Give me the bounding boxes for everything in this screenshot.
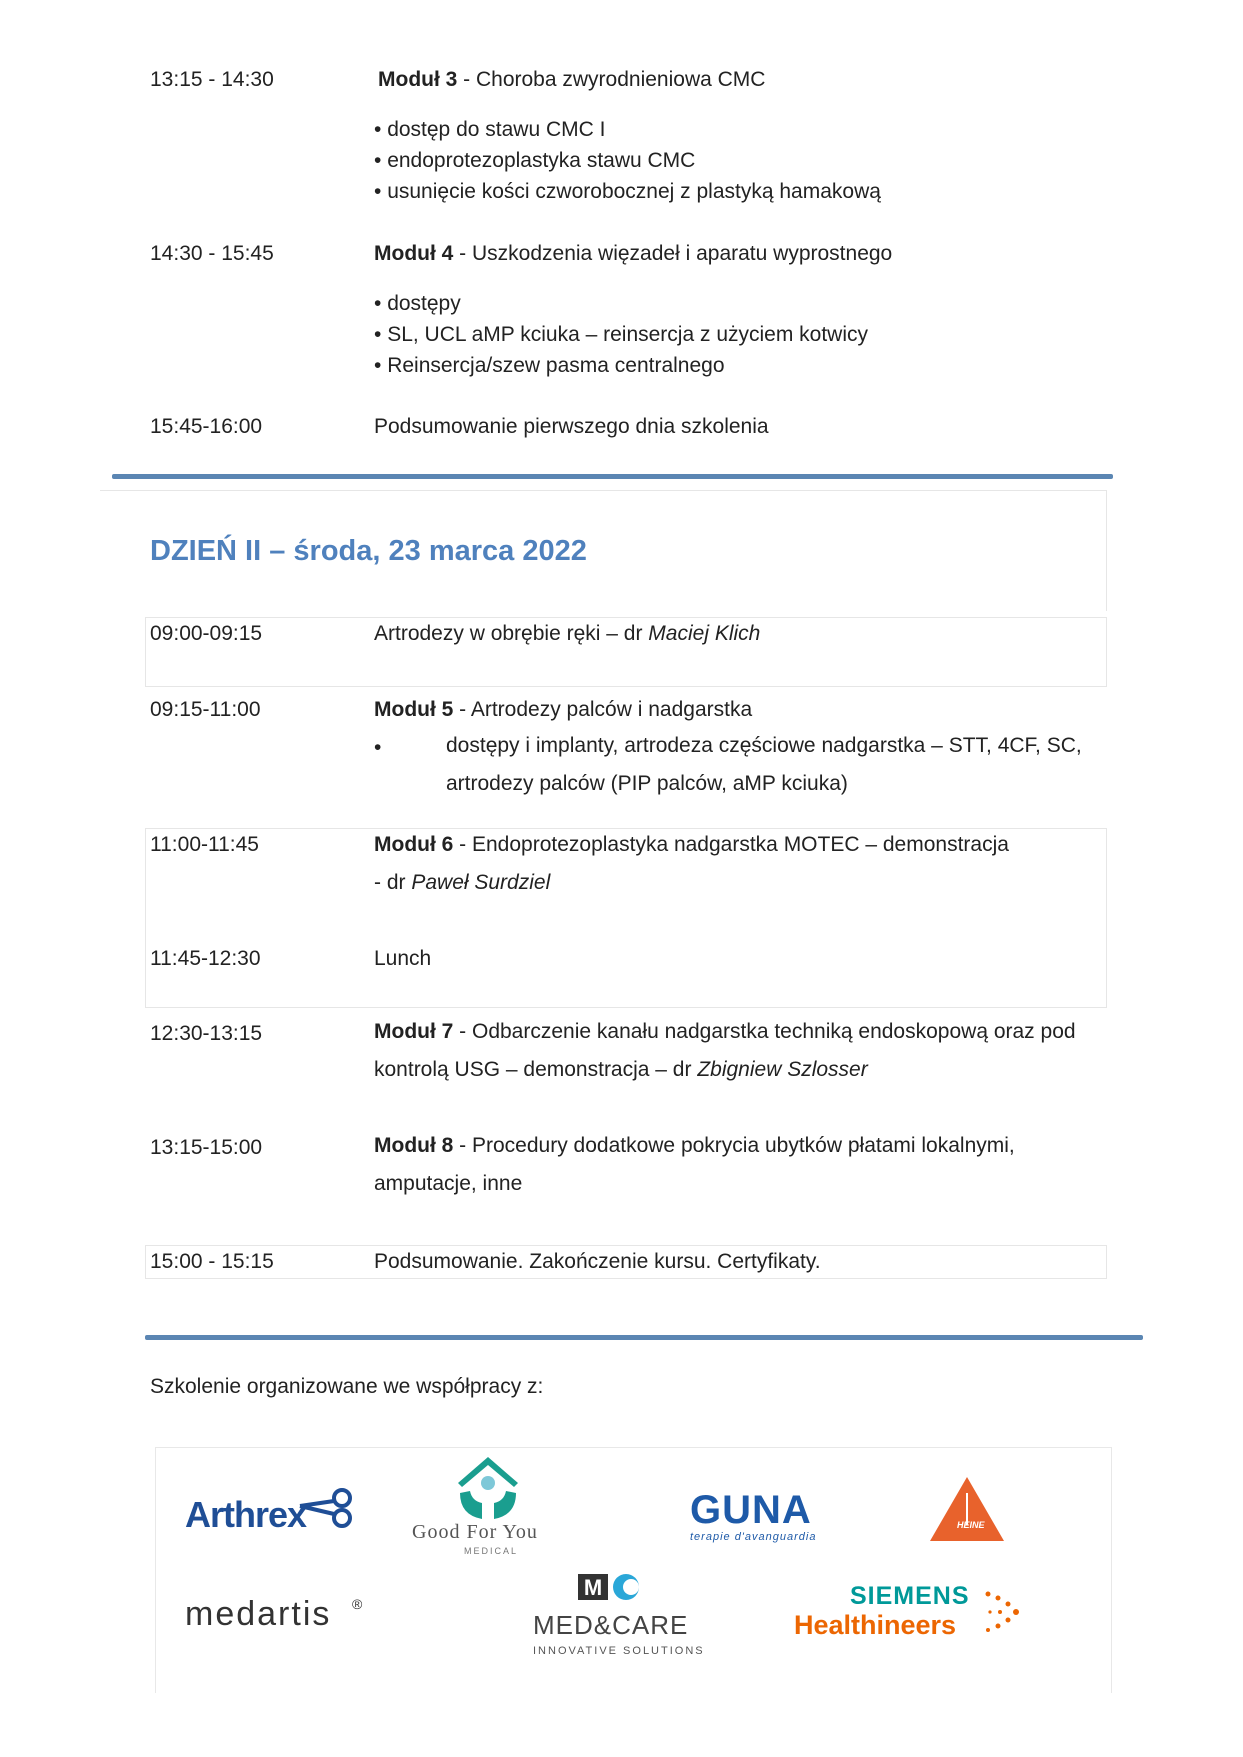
dots-icon <box>980 1588 1026 1638</box>
list-item: • SL, UCL aMP kciuka – reinsercja z użyciem kotwicy <box>374 323 868 347</box>
heine-triangle-icon <box>928 1475 1006 1543</box>
time-slot: 13:15 - 14:30 <box>150 68 274 91</box>
module-title: Moduł 6 - Endoprotezoplastyka nadgarstka MOTEC – demonstracja <box>374 833 1009 856</box>
module-title: Moduł 3 - Choroba zwyrodnieniowa CMC <box>378 68 766 91</box>
hands-house-icon <box>452 1453 524 1523</box>
time-slot: 14:30 - 15:45 <box>150 242 274 265</box>
module-speaker: - dr Paweł Surdziel <box>374 871 551 894</box>
registered-mark-icon: ® <box>352 1596 363 1612</box>
event-text: Podsumowanie pierwszego dnia szkolenia <box>374 415 769 438</box>
speaker-name: Maciej Klich <box>648 622 761 645</box>
module-title: Moduł 7 - Odbarczenie kanału nadgarstka techniką endoskopową oraz pod kontrolą USG – demonstracja – dr Zbigniew Szlosser <box>374 1020 1076 1081</box>
list-item: dostępy i implanty, artrodeza częściowe nadgarstka – STT, 4CF, SC, artrodezy palców (PIP palców, aMP kciuka) <box>446 734 1082 795</box>
time-slot: 12:30-13:15 <box>150 1022 263 1045</box>
list-item: • dostępy <box>374 292 461 316</box>
time-slot: 09:00-09:15 <box>150 622 263 645</box>
time-slot: 13:15-15:00 <box>150 1136 263 1159</box>
sponsors-intro: Szkolenie organizowane we współpracy z: <box>150 1375 544 1398</box>
module-title: Moduł 5 - Artrodezy palców i nadgarstka <box>374 698 753 721</box>
section-divider <box>112 474 1113 479</box>
module-title: Moduł 4 - Uszkodzenia więzadeł i aparatu wyprostnego <box>374 242 893 265</box>
day-title: DZIEŃ II – środa, 23 marca 2022 <box>150 535 587 567</box>
time-slot: 09:15-11:00 <box>150 698 261 721</box>
event-text: Podsumowanie. Zakończenie kursu. Certyfikaty. <box>374 1250 821 1273</box>
list-item: • dostęp do stawu CMC I <box>374 118 605 142</box>
event-text: Artrodezy w obrębie ręki – dr Maciej Klich <box>374 622 761 645</box>
scissors-icon <box>296 1484 358 1530</box>
list-item: • endoprotezoplastyka stawu CMC <box>374 149 695 173</box>
time-slot: 15:45-16:00 <box>150 415 263 438</box>
bullet-dot: • <box>374 736 382 759</box>
time-slot: 11:45-12:30 <box>150 947 261 970</box>
event-text: Lunch <box>374 947 432 970</box>
module-title: Moduł 8 - Procedury dodatkowe pokrycia ubytków płatami lokalnymi, amputacje, inne <box>374 1134 1015 1195</box>
section-divider <box>145 1335 1143 1340</box>
speaker-name: Zbigniew Szlosser <box>697 1058 868 1081</box>
time-slot: 11:00-11:45 <box>150 833 259 856</box>
mc-mark-icon <box>578 1572 642 1602</box>
list-item: • Reinsercja/szew pasma centralnego <box>374 354 725 378</box>
speaker-name: Paweł Surdziel <box>411 871 551 894</box>
time-slot: 15:00 - 15:15 <box>150 1250 274 1273</box>
list-item: • usunięcie kości czworobocznej z plastyką hamakową <box>374 180 881 204</box>
svg-text:M: M <box>583 1575 603 1600</box>
